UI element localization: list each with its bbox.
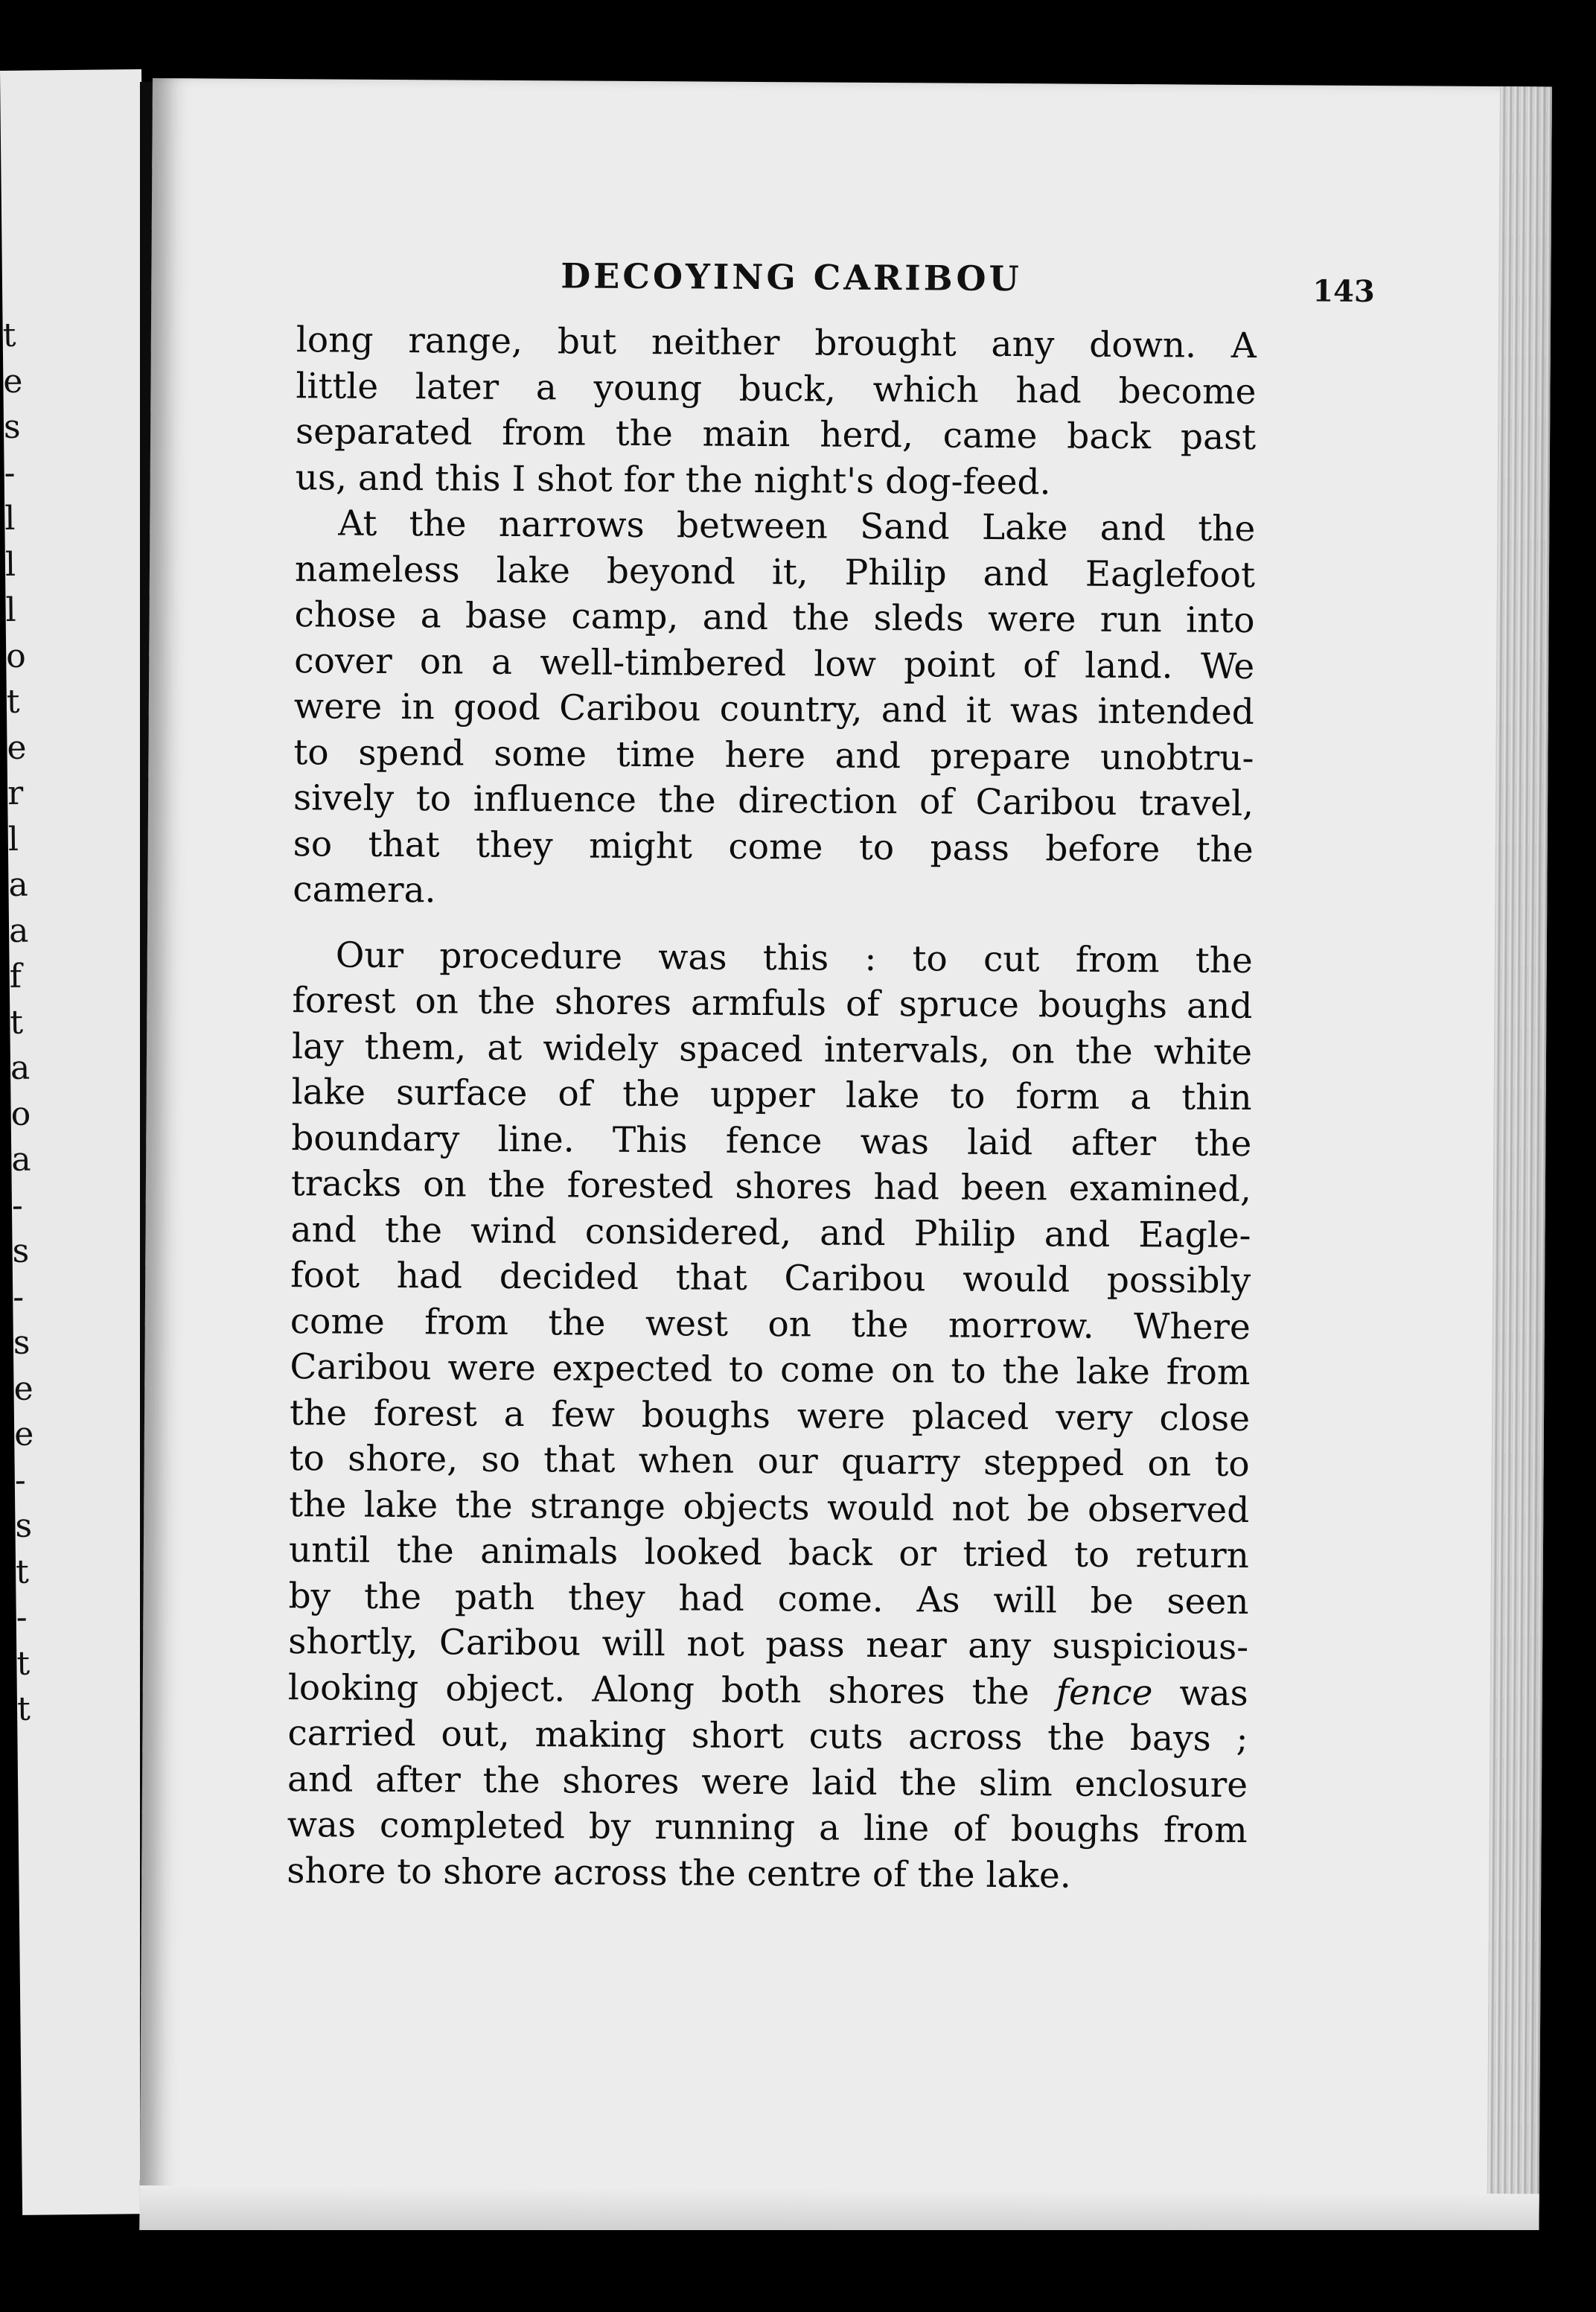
text-line: nameless lake beyond it, Philip and Eaglefoot	[294, 548, 1256, 596]
left-page-letter: t	[6, 682, 20, 721]
text-segment: was	[1152, 1672, 1248, 1714]
left-page-letter: a	[10, 1048, 31, 1087]
left-page-letter: l	[7, 820, 19, 859]
left-page-letter: t	[15, 1553, 30, 1591]
left-page-letter: e	[13, 1369, 33, 1408]
page-number: 143	[1312, 273, 1375, 310]
text-line: Caribou were expected to come on to the lake from	[290, 1346, 1251, 1394]
text-line: lay them, at widely spaced intervals, on the white	[291, 1025, 1253, 1073]
italic-word: fence	[1056, 1671, 1153, 1713]
text-line: forest on the shores armfuls of spruce boughs and	[292, 980, 1253, 1028]
text-line: cover on a well-timbered low point of land. We	[294, 640, 1255, 687]
text-line: foot had decided that Caribou would possibly	[290, 1255, 1251, 1302]
text-line: shortly, Caribou will not pass near any suspicious-	[288, 1621, 1249, 1669]
left-page-letter: s	[3, 407, 21, 446]
left-page-letter: e	[3, 362, 23, 401]
left-page-letter: t	[16, 1644, 31, 1683]
left-page-letter: a	[8, 865, 28, 904]
text-line: camera.	[293, 869, 436, 911]
text-line: come from the west on the morrow. Where	[290, 1300, 1251, 1348]
text-line: us, and this I shot for the night's dog-feed.	[295, 456, 1051, 503]
left-page-letter: s	[12, 1232, 30, 1270]
text-line: At the narrows between Sand Lake and the	[338, 503, 1256, 550]
text-line: chose a base camp, and the sleds were run into	[294, 594, 1255, 642]
left-page-letter: o	[10, 1095, 31, 1133]
text-line: was completed by running a line of boughs from	[287, 1804, 1248, 1852]
left-page-letter: s	[13, 1323, 31, 1362]
left-page-letter: t	[2, 316, 16, 354]
text-line: to spend some time here and prepare unobtru-	[293, 731, 1254, 779]
left-page-letter: l	[4, 545, 16, 584]
scan-border-bottom	[0, 2230, 1596, 2312]
text-line: lake surface of the upper lake to form a thin	[291, 1071, 1252, 1119]
left-page-letter: -	[4, 453, 16, 492]
text-line: carried out, making short cuts across the bays ;	[287, 1713, 1248, 1760]
left-page-letter: e	[13, 1415, 34, 1453]
left-page-letter: f	[9, 957, 22, 996]
text-line: Our procedure was this : to cut from the	[335, 934, 1253, 981]
text-line: the lake the strange objects would not be observed	[289, 1483, 1250, 1531]
text-line: little later a young buck, which had become	[296, 365, 1257, 413]
text-line: and the wind considered, and Philip and Eagle-	[290, 1208, 1251, 1256]
text-line: separated from the main herd, came back past	[295, 411, 1257, 459]
text-segment: looking object. Along both shores the	[287, 1666, 1030, 1713]
page-header	[561, 255, 1417, 310]
left-page-letter: -	[12, 1278, 25, 1316]
text-line-with-italic	[288, 1665, 1248, 1716]
left-page-letter: l	[4, 499, 16, 538]
body-text	[287, 317, 1257, 1899]
paragraph	[296, 317, 1257, 506]
book-page	[139, 78, 1552, 2238]
text-line: until the animals looked back or tried to return	[288, 1529, 1250, 1577]
left-page-letter: o	[5, 637, 26, 675]
paragraph	[293, 500, 1255, 918]
left-page-letter: t	[16, 1690, 31, 1728]
left-page-letter: a	[8, 911, 29, 950]
page-stack-edge	[1487, 86, 1552, 2238]
left-page-letter: l	[5, 590, 16, 629]
text-line: sively to influence the direction of Caribou travel,	[293, 777, 1254, 825]
left-page-letter: -	[14, 1461, 26, 1500]
left-page-letter: -	[11, 1186, 24, 1225]
text-line: shore to shore across the centre of the lake.	[287, 1850, 1071, 1897]
left-page-letter: -	[16, 1598, 28, 1637]
text-line: so that they might come to pass before the	[293, 823, 1254, 870]
text-line: tracks on the forested shores had been examined,	[290, 1163, 1252, 1211]
running-head: DECOYING CARIBOU	[561, 255, 1022, 299]
text-line: and after the shores were laid the slim enclosure	[287, 1758, 1248, 1806]
text-line: to shore, so that when our quarry stepped on to	[289, 1438, 1250, 1485]
left-page-edge-letters	[0, 71, 45, 2215]
left-page-letter: s	[15, 1506, 33, 1545]
text-line: boundary line. This fence was laid after the	[291, 1117, 1252, 1165]
left-page-letter: e	[7, 728, 27, 767]
text-line: by the path they had come. As will be seen	[288, 1575, 1249, 1622]
text-line: were in good Caribou country, and it was intended	[293, 686, 1254, 733]
text-line: long range, but neither brought any down. A	[296, 319, 1257, 367]
left-page-letter: t	[10, 1003, 24, 1042]
left-page-letter: r	[7, 774, 24, 812]
text-line: the forest a few boughs were placed very close	[289, 1392, 1251, 1439]
paragraph	[287, 932, 1253, 1899]
left-page-letter: a	[11, 1140, 31, 1179]
